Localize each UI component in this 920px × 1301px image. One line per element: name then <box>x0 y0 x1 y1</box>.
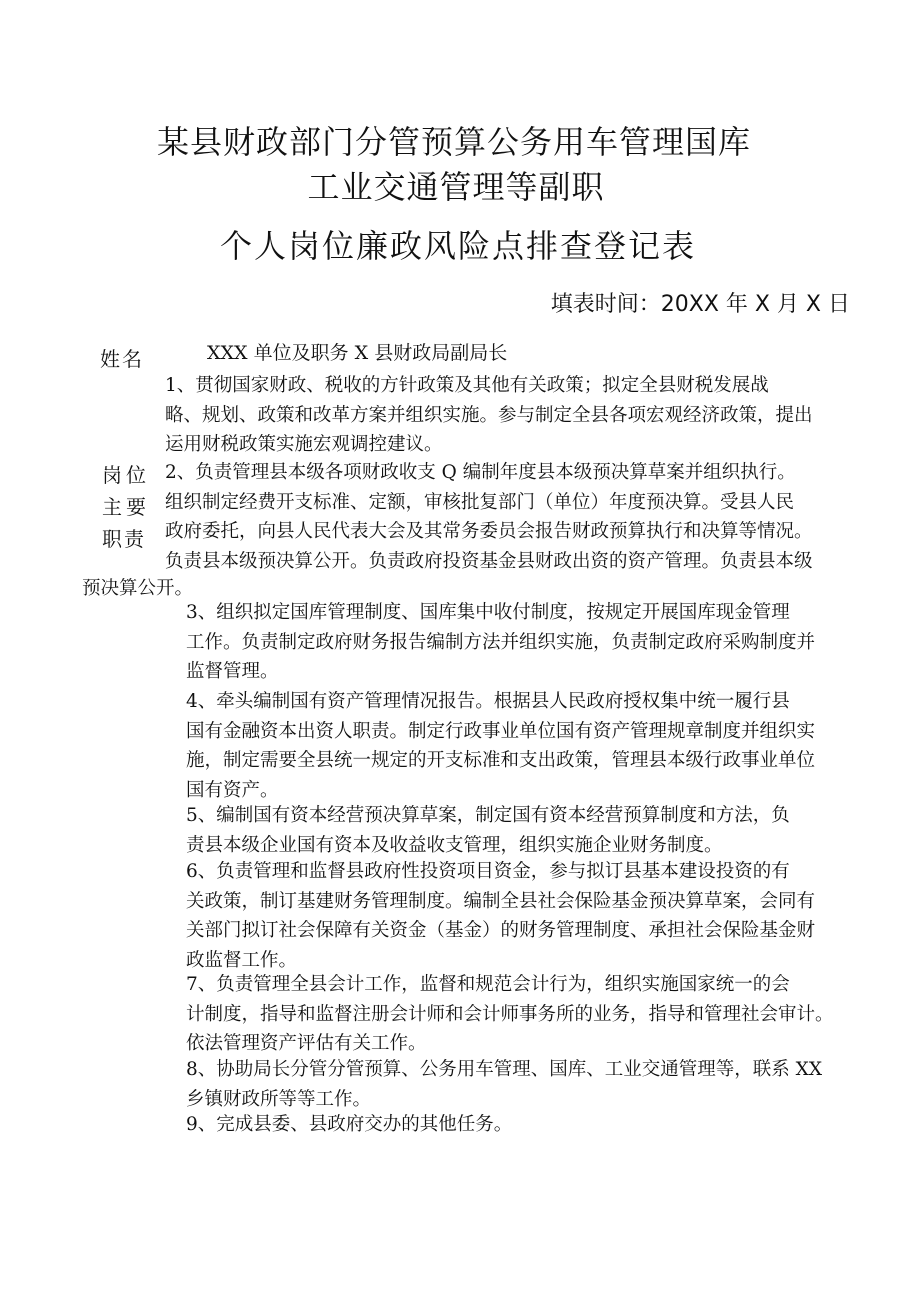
duty-line: 计制度，指导和监督注册会计师和会计师事务所的业务，指导和管理社会审计。 <box>186 1003 834 1025</box>
duty-paragraph-2 <box>165 458 885 576</box>
duty-line: 负责县本级预决算公开。负责政府投资基金县财政出资的资产管理。负责县本级 <box>165 550 813 572</box>
duty-paragraph-3 <box>186 598 866 687</box>
duty-line: 乡镇财政所等等工作。 <box>186 1088 372 1110</box>
duty-line: 政监督工作。 <box>186 949 298 971</box>
duty-line: 8、协助局长分管分管预算、公务用车管理、国库、工业交通管理等，联系 XX <box>186 1059 822 1080</box>
duty-line: 3、组织拟定国库管理制度、国库集中收付制度，按规定开展国库现金管理 <box>186 602 790 623</box>
duty-line: 关政策，制订基建财务管理制度。编制全县社会保险基金预决算草案，会同有 <box>186 890 816 912</box>
duty-label-line-1: 岗位 <box>102 463 150 487</box>
duty-line: 国有金融资本出资人职责。制定行政事业单位国有资产管理规章制度并组织实 <box>186 720 816 742</box>
duty-line: 7、负责管理全县会计工作，监督和规范会计行为，组织实施国家统一的会 <box>186 974 790 995</box>
duty-line: 监督管理。 <box>186 661 279 683</box>
duty-paragraph-4 <box>186 687 866 805</box>
duty-line: 略、规划、政策和改革方案并组织实施。参与制定全县各项宏观经济政策，提出 <box>165 404 813 426</box>
duty-label-line-3: 职责 <box>102 527 146 551</box>
duty-line: 9、完成县委、县政府交办的其他任务。 <box>186 1114 513 1135</box>
duty-line: 工作。负责制定政府财务报告编制方法并组织实施，负责制定政府采购制度并 <box>186 631 816 653</box>
duty-line: 预决算公开。 <box>82 578 194 599</box>
duty-line: 依法管理资产评估有关工作。 <box>186 1033 427 1055</box>
title-line-2: 工业交通管理等副职 <box>307 168 605 206</box>
duty-line: 国有资产。 <box>186 779 279 801</box>
duty-line: 关部门拟订社会保障有关资金（基金）的财务管理制度、承担社会保险基金财 <box>186 920 816 942</box>
duty-paragraph-6 <box>186 857 866 975</box>
duty-line: 2、负责管理县本级各项财政收支 Q 编制年度县本级预决算草案并组织执行。 <box>165 462 796 483</box>
duty-line: 6、负责管理和监督县政府性投资项目资金，参与拟订县基本建设投资的有 <box>186 861 790 882</box>
title-line-1: 某县财政部门分管预算公务用车管理国库 <box>156 123 751 161</box>
duty-paragraph-1 <box>165 371 865 460</box>
duty-paragraph-5 <box>186 801 866 860</box>
duty-line: 4、牵头编制国有资产管理情况报告。根据县人民政府授权集中统一履行县 <box>186 691 790 712</box>
duty-line: 施，制定需要全县统一规定的开支标准和支出政策，管理县本级行政事业单位 <box>186 750 816 772</box>
duty-line: 1、贯彻国家财政、税收的方针政策及其他有关政策；拟定全县财税发展战 <box>165 375 769 396</box>
duty-line: 政府委托，向县人民代表大会及其常务委员会报告财政预算执行和决算等情况。 <box>165 521 813 543</box>
duty-label-line-2: 主要 <box>102 495 150 519</box>
duty-paragraph-9 <box>186 1110 866 1140</box>
title-line-3: 个人岗位廉政风险点排查登记表 <box>219 227 696 265</box>
fill-date: 填表时间：20XX 年 X 月 X 日 <box>550 292 850 317</box>
duty-line: 运用财税政策实施宏观调控建议。 <box>165 434 443 456</box>
duty-line: 5、编制国有资本经营预决算草案，制定国有资本经营预算制度和方法，负 <box>186 805 790 826</box>
name-and-position: XXX 单位及职务 X 县财政局副局长 <box>207 342 508 364</box>
name-label: 姓名 <box>100 347 144 371</box>
duty-line: 责县本级企业国有资本及收益收支管理，组织实施企业财务制度。 <box>186 834 723 856</box>
duty-paragraph-7 <box>186 970 876 1059</box>
duty-paragraph-8 <box>186 1055 876 1114</box>
duty-line: 组织制定经费开支标准、定额，审核批复部门（单位）年度预决算。受县人民 <box>165 491 795 513</box>
